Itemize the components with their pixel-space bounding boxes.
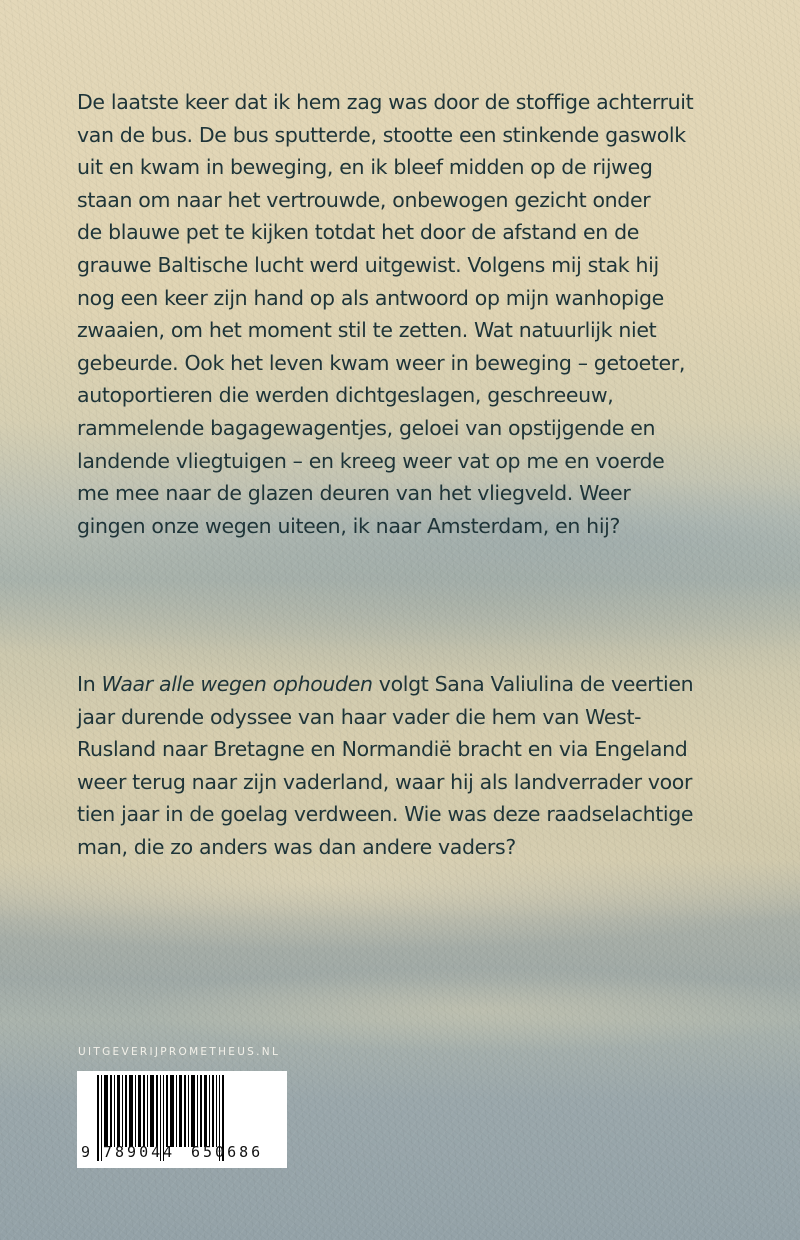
excerpt-line: staan om naar het vertrouwde, onbewogen gezicht onder — [77, 187, 651, 212]
excerpt-line: gingen onze wegen uiteen, ik naar Amsterdam, en hij? — [77, 513, 621, 538]
blurb-line: jaar durende odyssee van haar vader die hem van West- — [77, 704, 642, 729]
excerpt-line: van de bus. De bus sputterde, stootte een stinkende gaswolk — [77, 122, 686, 147]
excerpt-line: zwaaien, om het moment stil te zetten. Wat natuurlijk niet — [77, 318, 657, 343]
blurb-paragraph — [77, 668, 757, 864]
excerpt-paragraph — [77, 86, 757, 542]
excerpt-line: uit en kwam in beweging, en ik bleef midden op de rijweg — [77, 155, 653, 180]
blurb-line — [77, 668, 757, 701]
publisher-website: UITGEVERIJPROMETHEUS.NL — [78, 1046, 281, 1058]
blurb-line: tien jaar in de goelag verdween. Wie was deze raadselachtige — [77, 802, 694, 827]
excerpt-line: grauwe Baltische lucht werd uitgewist. Volgens mij stak hij — [77, 252, 659, 277]
excerpt-line: autoportieren die werden dichtgeslagen, geschreeuw, — [77, 383, 614, 408]
excerpt-line: me mee naar de glazen deuren van het vliegveld. Weer — [77, 481, 631, 506]
excerpt-line: de blauwe pet te kijken totdat het door de afstand en de — [77, 220, 639, 245]
blurb-line: man, die zo anders was dan andere vaders? — [77, 834, 516, 859]
book-title: Waar alle wegen ophouden — [101, 672, 373, 696]
isbn-barcode — [77, 1071, 287, 1168]
isbn-digit-group: 9 — [81, 1143, 94, 1161]
blurb-prefix: In — [77, 672, 102, 696]
blurb-suffix: volgt Sana Valiulina de veertien — [372, 672, 694, 696]
excerpt-line: nog een keer zijn hand op als antwoord op mijn wanhopige — [77, 285, 664, 310]
excerpt-line: De laatste keer dat ik hem zag was door de stoffige achterruit — [77, 90, 694, 114]
isbn-digit-group: 650686 — [191, 1143, 264, 1161]
isbn-digit-group: 789044 — [103, 1143, 176, 1161]
excerpt-line: rammelende bagagewagentjes, geloei van opstijgende en — [77, 415, 656, 440]
blurb-line: Rusland naar Bretagne en Normandië bracht en via Engeland — [77, 737, 688, 762]
excerpt-line: landende vliegtuigen – en kreeg weer vat op me en voerde — [77, 448, 665, 473]
blurb-line: weer terug naar zijn vaderland, waar hij als landverrader voor — [77, 769, 693, 794]
excerpt-line: gebeurde. Ook het leven kwam weer in beweging – getoeter, — [77, 350, 686, 375]
